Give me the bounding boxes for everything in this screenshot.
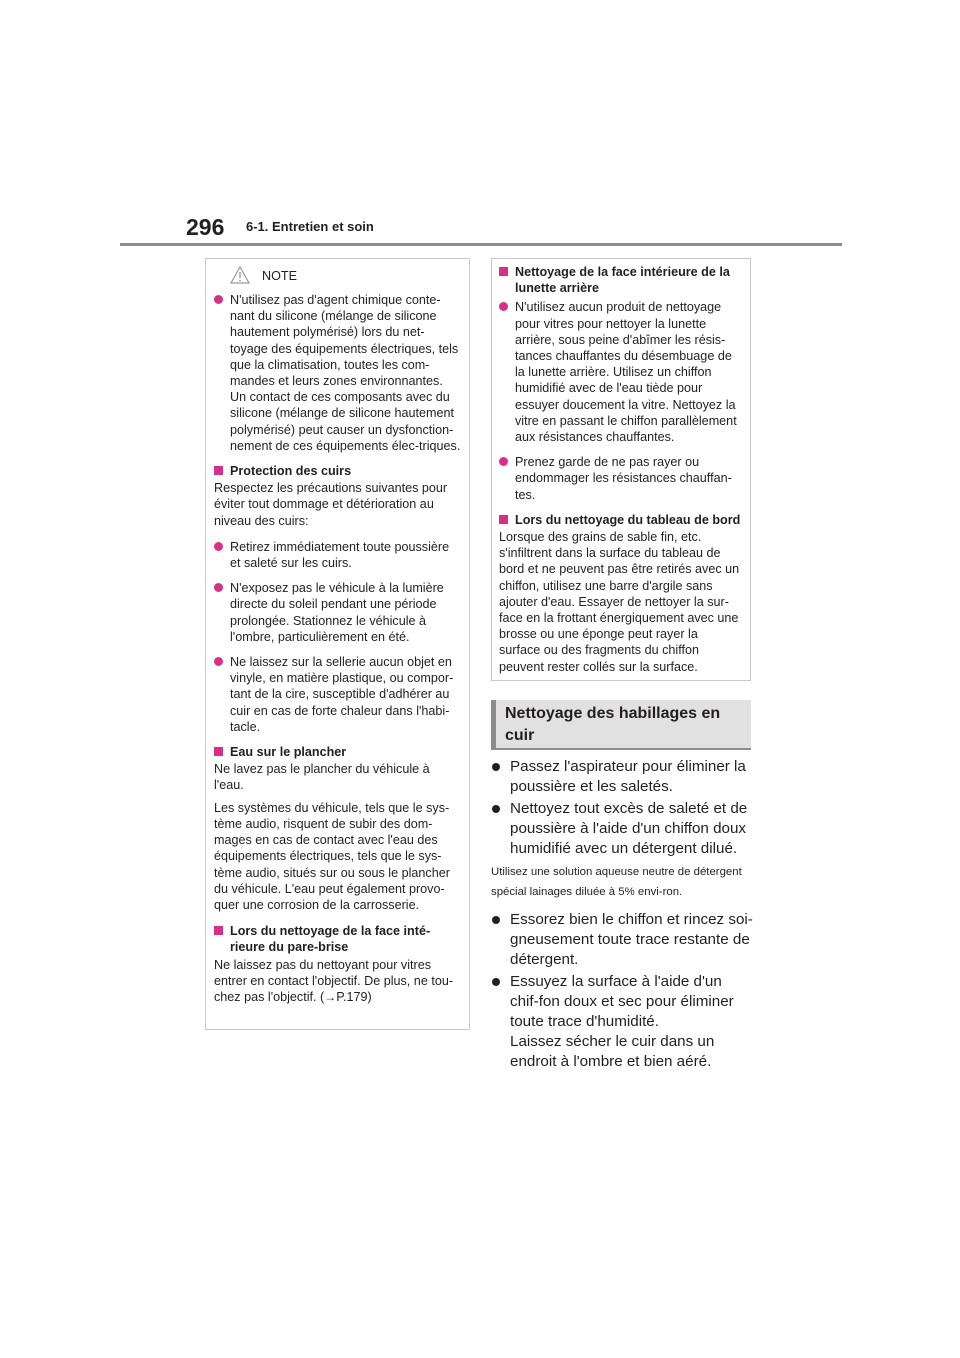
bullet-dot-icon [214,295,223,304]
note-label: NOTE [262,269,297,283]
bullet-dot-icon [492,763,500,771]
list-item-text: N'exposez pas le véhicule à la lumière directe du soleil pendant une période prolongée. Stationnez le véhicule à l'ombre, particulièrement en été. [230,581,444,644]
bullet-dot-icon [214,542,223,551]
subsection-heading [214,744,461,760]
leather-instructions [491,757,753,1074]
square-bullet-icon [214,466,223,475]
list-item [214,580,461,645]
list-item [214,292,461,454]
list-item [214,654,461,735]
paragraph: Respectez les précautions suivantes pour éviter tout dommage et détérioration au niveau des cuirs: [214,481,448,528]
list-item-text: N'utilisez pas d'agent chimique conte-nant du silicone (mélange de silicone hautement polymérisé) lors du net-toyage des équipements électriques, tels que la climatisation, toutes les com-mandes et leurs zones environnantes. Un contact de ces composants avec du silicone (mélange de silicone hautement polymérisé) peut causer un dysfonction-nement de ces équipements élec-triques. [230,293,461,453]
subsection-heading-text: Eau sur le plancher [230,745,347,760]
subsection-heading-text: Lors du nettoyage du tableau de bord [515,512,741,527]
bullet-dot-icon [492,916,500,924]
list-item [499,299,742,445]
bullet-dot-icon [499,302,508,311]
bullet-dot-icon [492,978,500,986]
page-number: 296 [186,214,225,240]
arrow-right-icon: → [324,989,337,1004]
bullet-dot-icon [492,805,500,813]
instruction-followup-text: Laissez sécher le cuir dans un endroit à l'ombre et bien aéré. [510,1033,715,1070]
subsection-heading-text: Lors du nettoyage de la face inté-rieure du pare-brise [230,924,431,955]
warning-icon [230,266,250,284]
note-box [205,258,470,1030]
header-rule [120,243,842,246]
instruction-item [491,799,753,859]
paragraph [214,957,461,1006]
square-bullet-icon [499,515,508,524]
subsection-heading [499,264,742,296]
instruction-item [491,972,753,1072]
leather-section-title: Nettoyage des habillages en cuir [505,705,721,744]
list-item [499,454,742,503]
paragraph: Lorsque des grains de sable fin, etc. s'infiltrent dans la surface du tableau de bord et ne peuvent pas être retirés avec un chiffon, utilisez une barre d'argile sans ajouter d'eau. Essayer de nettoyer la sur-face en la frottant énergiquement avec une brosse ou une éponge peut rayer la surface ou des fragments du chiffon peuvent rester collés sur la surface. [499,530,740,674]
list-item-text: Prenez garde de ne pas rayer ou endommager les résistances chauffan-tes. [515,455,732,502]
instruction-text: Essuyez la surface à l'aide d'un chif-fon doux et sec pour éliminer toute trace d'humidité. [510,973,734,1030]
subsection-heading [499,512,742,528]
bullet-dot-icon [499,457,508,466]
list-item [214,539,461,571]
subsection-heading-text: Nettoyage de la face intérieure de la lunette arrière [515,265,730,296]
instruction-item [491,757,753,797]
list-item-text: Retirez immédiatement toute poussière et saleté sur les cuirs. [230,539,450,571]
paragraph: Ne lavez pas le plancher du véhicule à l'eau. [214,762,430,793]
instruction-item [491,910,753,970]
instruction-note: Utilisez une solution aqueuse neutre de détergent spécial lainages diluée à 5% envi-ron. [491,866,742,898]
section-title: 6-1. Entretien et soin [246,219,374,234]
paragraph: Les systèmes du véhicule, tels que le sys-tème audio, risquent de subir des dom-mages en cas de contact avec l'eau des équipements électriques, tels que le sys-tème audio, situés sur ou sous le plancher du véhicule. L'eau peut également provo-quer une corrosion de la carrosserie. [214,800,450,912]
subsection-heading-text: Protection des cuirs [230,464,352,479]
instruction-text: Essorez bien le chiffon et rincez soi-gneusement toute trace restante de détergent. [510,911,753,968]
square-bullet-icon [214,926,223,935]
bullet-dot-icon [214,657,223,666]
list-item-text: Ne laissez sur la sellerie aucun objet en vinyle, en matière plastique, ou compor-tant de la cire, susceptible d'adhérer au cuir en cas de forte chaleur dans l'habi-tacle. [230,655,454,734]
subsection-heading [214,923,461,955]
cleaning-box [491,258,751,681]
subsection-heading [214,463,461,479]
page-reference-link[interactable]: P.179) [336,989,372,1004]
leather-section-heading [491,700,751,750]
instruction-text: Nettoyez tout excès de saleté et de poussière à l'aide d'un chiffon doux humidifié avec un détergent dilué. [510,800,748,857]
paragraph-text: Ne laissez pas du nettoyant pour vitres entrer en contact l'objectif. De plus, ne tou-chez pas l'objectif. ( [214,957,454,1004]
list-item-text: N'utilisez aucun produit de nettoyage pour vitres pour nettoyer la lunette arrière, sous peine d'abîmer les résis-tances chauffantes du désembuage de la lunette arrière. Utilisez un chiffon humidifié avec de l'eau tiède pour essuyer doucement la vitre. Nettoyez la vitre en passant le chiffon parallèlement aux résistances chauffantes. [515,300,737,445]
instruction-text: Passez l'aspirateur pour éliminer la poussière et les saletés. [510,758,746,795]
bullet-dot-icon [214,583,223,592]
square-bullet-icon [214,747,223,756]
note-header [206,265,469,285]
square-bullet-icon [499,267,508,276]
page-header [0,0,960,260]
